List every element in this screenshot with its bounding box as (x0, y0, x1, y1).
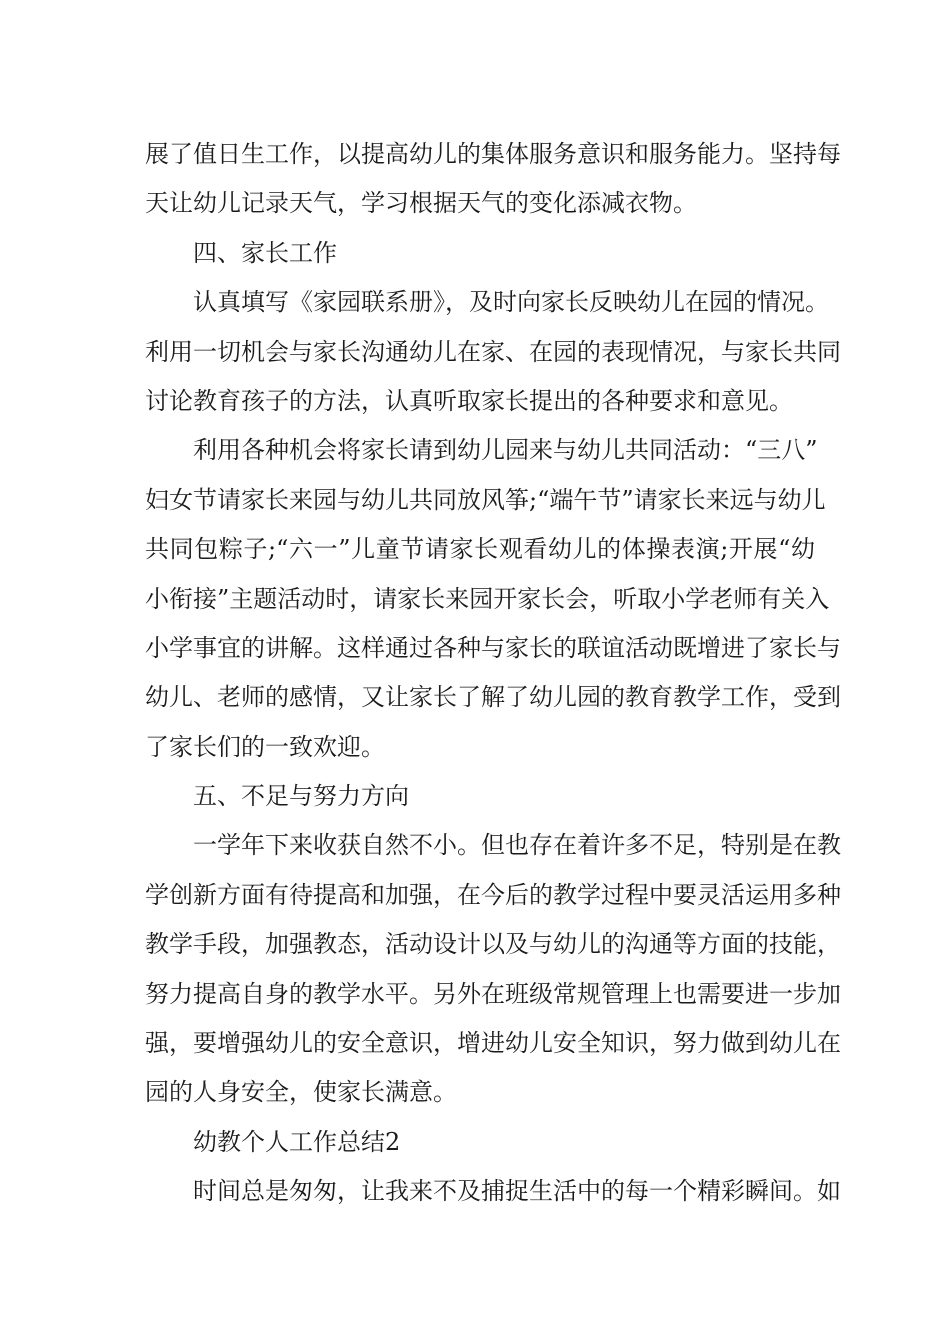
paragraph-line: 讨论教育孩子的方法，认真听取家长提出的各种要求和意见。 (145, 386, 793, 415)
paragraph-line: 强，要增强幼儿的安全意识，增进幼儿安全知识，努力做到幼儿在 (145, 1029, 841, 1058)
paragraph-line: 妇女节请家长来园与幼儿共同放风筝;“端午节”请家长来远与幼儿 (145, 485, 826, 514)
paragraph-line: 幼儿、老师的感情，又让家长了解了幼儿园的教育教学工作，受到 (145, 683, 841, 712)
document-body (145, 130, 841, 1217)
paragraph-line: 展了值日生工作，以提高幼儿的集体服务意识和服务能力。坚持每 (145, 140, 841, 168)
paragraph-line: 了家长们的一致欢迎。 (145, 732, 385, 761)
paragraph-line: 利用一切机会与家长沟通幼儿在家、在园的表现情况，与家长共同 (145, 337, 841, 366)
paragraph-line: 学创新方面有待提高和加强，在今后的教学过程中要灵活运用多种 (145, 880, 841, 909)
paragraph-line: 小学事宜的讲解。这样通过各种与家长的联谊活动既增进了家长与 (145, 633, 841, 662)
paragraph-line: 努力提高自身的教学水平。另外在班级常规管理上也需要进一步加 (145, 979, 841, 1008)
paragraph-line: 共同包粽子;“六一”儿童节请家长观看幼儿的体操表演;开展“幼 (145, 535, 815, 564)
paragraph-line: 教学手段，加强教态，活动设计以及与幼儿的沟通等方面的技能， (145, 930, 841, 959)
section-heading-parent-work: 四、家长工作 (193, 238, 337, 267)
paragraph-line: 一学年下来收获自然不小。但也存在着许多不足，特别是在教 (193, 831, 841, 860)
article-title: 幼教个人工作总结2 (193, 1127, 401, 1156)
paragraph-line: 天让幼儿记录天气，学习根据天气的变化添减衣物。 (145, 189, 697, 218)
section-heading-shortcomings: 五、不足与努力方向 (193, 782, 409, 811)
paragraph-line: 园的人身安全，使家长满意。 (145, 1078, 457, 1107)
paragraph-line: 利用各种机会将家长请到幼儿园来与幼儿共同活动：“三八” (193, 436, 818, 465)
paragraph-line: 时间总是匆匆，让我来不及捕捉生活中的每一个精彩瞬间。如 (193, 1177, 841, 1206)
paragraph-line: 认真填写《家园联系册》，及时向家长反映幼儿在园的情况。 (193, 288, 829, 317)
paragraph-line: 小衔接”主题活动时，请家长来园开家长会，听取小学老师有关入 (145, 584, 830, 613)
